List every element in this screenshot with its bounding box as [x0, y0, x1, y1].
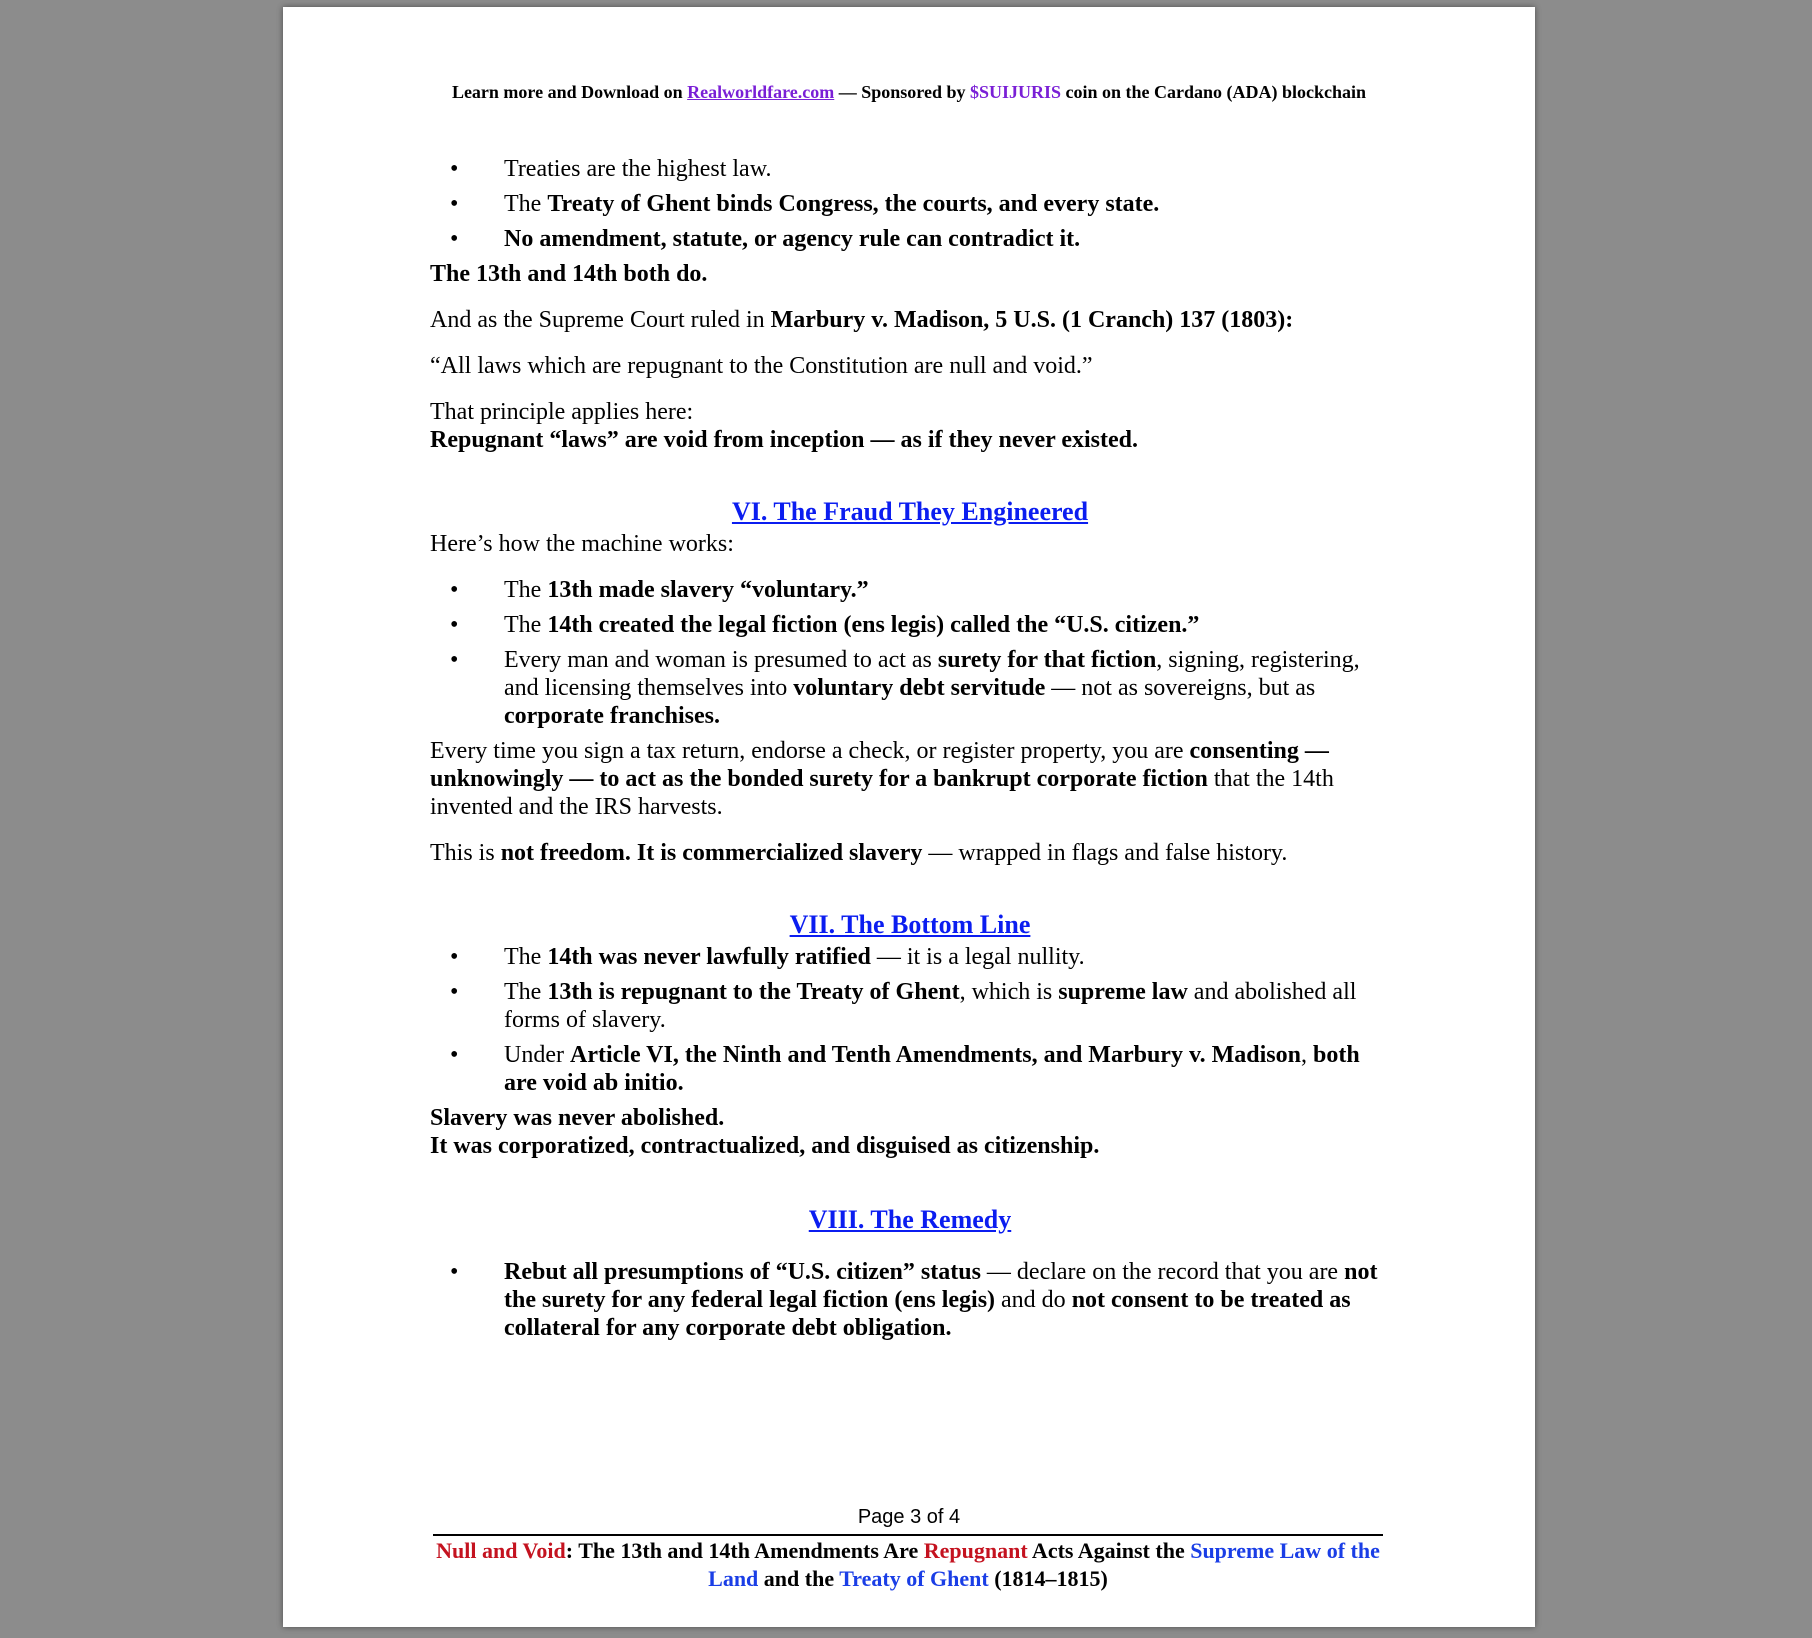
slavery-paragraph: This is not freedom. It is commercialized slavery — wrapped in flags and false history.: [430, 840, 1288, 866]
remedy-list: [430, 1258, 1390, 1342]
list-item: [430, 190, 1390, 218]
list-item: • Every man and woman is presumed to act as surety for that fiction, signing, registering, and licensing themselves into voluntary debt servitude — not as sovereigns, but as corporate franchises.: [430, 646, 1390, 730]
bullet-bold: Treaty of Ghent binds Congress, the courts, and every state.: [547, 191, 1160, 217]
both-do-statement: The 13th and 14th both do.: [430, 261, 708, 287]
fraud-list: [430, 576, 1390, 730]
list-item: [430, 155, 1390, 183]
bottom-line-list: [430, 943, 1390, 1097]
list-item: • The 14th was never lawfully ratified — it is a legal nullity.: [430, 943, 1390, 971]
page-header: [283, 82, 1535, 103]
header-middle: — Sponsored by: [834, 82, 970, 102]
list-item: • The 13th is repugnant to the Treaty of Ghent, which is supreme law and abolished all forms of slavery.: [430, 978, 1390, 1034]
list-item: • Under Article VI, the Ninth and Tenth Amendments, and Marbury v. Madison, both are void ab initio.: [430, 1041, 1390, 1097]
list-item: • The 14th created the legal fiction (ens legis) called the “U.S. citizen.”: [430, 611, 1390, 639]
repugnant-statement: Repugnant “laws” are void from inception — as if they never existed.: [430, 427, 1138, 453]
footer-divider: [433, 1534, 1383, 1536]
heading-fraud[interactable]: VI. The Fraud They Engineered: [731, 497, 1089, 526]
header-prefix: Learn more and Download on: [451, 82, 688, 102]
footer-supreme-law: Supreme Law of the Land: [708, 1538, 1380, 1591]
corporatized-statement: It was corporatized, contractualized, and disguised as citizenship.: [430, 1133, 1100, 1159]
bullet-bold: No amendment, statute, or agency rule can contradict it.: [504, 226, 1081, 252]
treaty-list: [430, 155, 1390, 253]
bullet-text: The: [504, 191, 548, 217]
bullet-text: Treaties are the highest law.: [504, 156, 772, 182]
never-abolished: Slavery was never abolished.: [430, 1105, 725, 1131]
heading-bottom-line[interactable]: VII. The Bottom Line: [789, 910, 1031, 939]
heading-remedy[interactable]: VIII. The Remedy: [808, 1205, 1012, 1234]
list-item: • The 13th made slavery “voluntary.”: [430, 576, 1390, 604]
footer-treaty-ghent: Treaty of Ghent: [839, 1566, 989, 1591]
footer-title: Null and Void: The 13th and 14th Amendments Are Repugnant Acts Against the Supreme Law of the Land and the Treaty of Ghent (1814–1815): [436, 1538, 1380, 1591]
realworldfare-link[interactable]: Realworldfare.com: [687, 82, 835, 102]
footer-null-void: Null and Void: [436, 1538, 566, 1563]
suijuris-coin: $SUIJURIS: [969, 82, 1062, 102]
marbury-quote: “All laws which are repugnant to the Constitution are null and void.”: [430, 353, 1093, 379]
principle-line: That principle applies here:: [430, 399, 694, 425]
list-item: • Rebut all presumptions of “U.S. citizen” status — declare on the record that you are not the surety for any federal legal fiction (ens legis) and do not consent to be treated as collateral for any corporate debt obligation.: [430, 1258, 1390, 1342]
marbury-paragraph: And as the Supreme Court ruled in Marbury v. Madison, 5 U.S. (1 Cranch) 137 (1803):: [430, 307, 1294, 333]
footer-repugnant: Repugnant: [923, 1538, 1028, 1563]
page-body: [430, 155, 1390, 1342]
document-page: [283, 7, 1535, 1627]
list-item: [430, 225, 1390, 253]
machine-intro: Here’s how the machine works:: [430, 531, 734, 557]
consent-paragraph: Every time you sign a tax return, endorse a check, or register property, you are consenting — unknowingly — to act as the bonded surety for a bankrupt corporate fiction that the 14th invented and the IRS harvests.: [430, 738, 1334, 820]
header-suffix: coin on the Cardano (ADA) blockchain: [1061, 82, 1367, 102]
page-number: Page 3 of 4: [857, 1506, 961, 1528]
